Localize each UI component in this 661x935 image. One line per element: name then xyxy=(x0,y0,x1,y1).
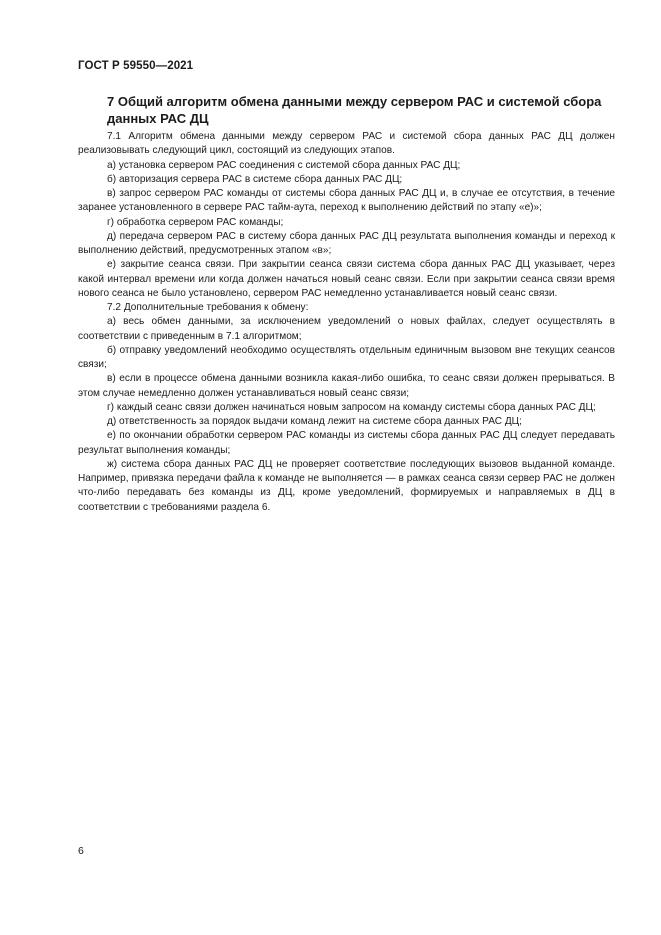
list-item-v: в) запрос сервером РАС команды от системы сбора данных РАС ДЦ и, в случае ее отсутствия, в течение заранее установленного в сервере РАС тайм-аута, переход к выполнению действий по этапу «е)»; xyxy=(78,188,615,214)
list-item-b: б) авторизация сервера РАС в системе сбора данных РАС ДЦ; xyxy=(107,173,403,185)
paragraph-7-2: 7.2 Дополнительные требования к обмену: xyxy=(107,302,309,313)
document-header: ГОСТ Р 59550—2021 xyxy=(78,60,194,72)
body-text xyxy=(78,130,615,515)
list-item-d: д) передача сервером РАС в систему сбора данных РАС ДЦ результата выполнения команды и переход к выполнению действий, предусмотренных этапом «в»; xyxy=(78,230,615,256)
list-item-g: г) каждый сеанс связи должен начинаться новым запросом на команду системы сбора данных РАС ДЦ; xyxy=(107,401,596,413)
list-item-g: г) обработка сервером РАС команды; xyxy=(107,216,284,228)
list-item-zh: ж) система сбора данных РАС ДЦ не проверяет соответствие последующих вызовов выданной команде. Например, привязка передачи файла к команде не выполняется — в рамках сеанса связи сервер РАС не должен что-либо передавать без команды из ДЦ, кроме уведомлений, формируемых и направляемых в ДЦ в соответствии с требованиями раздела 6. xyxy=(78,458,615,513)
paragraph-7-1: 7.1 Алгоритм обмена данными между сервером РАС и системой сбора данных РАС ДЦ должен реализовывать следующий цикл, состоящий из следующих этапов. xyxy=(78,131,615,157)
list-item-e: е) по окончании обработки сервером РАС команды из системы сбора данных РАС ДЦ следует передавать результат выполнения команды; xyxy=(78,430,615,456)
list-item-e: е) закрытие сеанса связи. При закрытии сеанса связи система сбора данных РАС ДЦ указывает, через какой интервал времени или когда должен начаться новый сеанс связи. Если при закрытии сеанса связи время нового сеанса не было установлено, сервером РАС немедленно устанавливается новый сеанс связи. xyxy=(78,259,615,299)
list-item-a: а) установка сервером РАС соединения с системой сбора данных РАС ДЦ; xyxy=(107,159,461,171)
list-item-v: в) если в процессе обмена данными возникла какая-либо ошибка, то сеанс связи должен прерываться. В этом случае немедленно должен устанавливаться новый сеанс связи; xyxy=(78,373,615,399)
section-title: 7 Общий алгоритм обмена данными между сервером РАС и системой сбора данных РАС ДЦ xyxy=(107,94,602,126)
list-item-d: д) ответственность за порядок выдачи команд лежит на системе сбора данных РАС ДЦ; xyxy=(107,416,522,427)
list-item-a: а) весь обмен данными, за исключением уведомлений о новых файлах, следует осуществлять в соответствии с приведенным в 7.1 алгоритмом; xyxy=(78,316,615,342)
page-number: 6 xyxy=(78,845,84,857)
list-item-b: б) отправку уведомлений необходимо осуществлять отдельным единичным вызовом вне текущих сеансов связи; xyxy=(78,344,615,370)
